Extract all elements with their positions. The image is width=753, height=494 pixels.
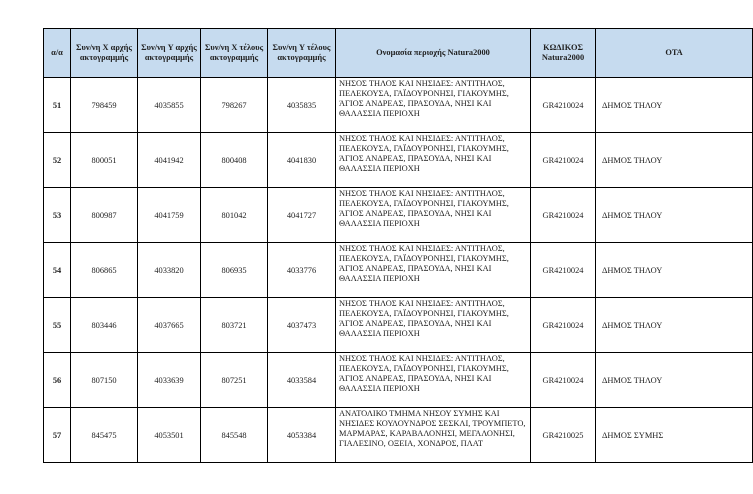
y-start-cell: 4041942 — [138, 133, 201, 188]
table-row — [44, 78, 753, 133]
x-start-cell: 800051 — [71, 133, 138, 188]
y-end-cell: 4053384 — [268, 408, 336, 463]
y-end-cell: 4033584 — [268, 353, 336, 408]
table-row — [44, 298, 753, 353]
natura-code-cell: GR4210024 — [531, 298, 596, 353]
natura-code-cell: GR4210024 — [531, 78, 596, 133]
x-end-cell: 798267 — [201, 78, 268, 133]
row-number-cell: 52 — [44, 133, 71, 188]
area-name-cell: ΝΗΣΟΣ ΤΗΛΟΣ ΚΑΙ ΝΗΣΙΔΕΣ: ΑΝΤΙΤΗΛΟΣ, ΠΕΛΕΚΟΥΣΑ, ΓΑΪΔΟΥΡΟΝΗΣΙ, ΓΙΑΚΟΥΜΗΣ, ΆΓΙΟΣ ΑΝΔΡΕΑΣ, ΠΡΑΣΟΥΔΑ, ΝΗΣΙ ΚΑΙ ΘΑΛΑΣΣΙΑ ΠΕΡΙΟΧΗ — [336, 78, 531, 133]
row-number-cell: 53 — [44, 188, 71, 243]
x-start-cell: 798459 — [71, 78, 138, 133]
x-end-cell: 807251 — [201, 353, 268, 408]
y-start-cell: 4037665 — [138, 298, 201, 353]
header-x-start: Συν/νη X αρχής ακτογραμμής — [71, 29, 138, 78]
x-start-cell: 806865 — [71, 243, 138, 298]
header-ota: ΟΤΑ — [596, 29, 753, 78]
x-end-cell: 803721 — [201, 298, 268, 353]
ota-name-cell: ΔΗΜΟΣ ΤΗΛΟΥ — [596, 133, 753, 188]
header-aa: α/α — [44, 29, 71, 78]
table-row — [44, 353, 753, 408]
y-end-cell: 4033776 — [268, 243, 336, 298]
x-start-cell: 807150 — [71, 353, 138, 408]
x-start-cell: 845475 — [71, 408, 138, 463]
y-start-cell: 4041759 — [138, 188, 201, 243]
area-name-cell: ΝΗΣΟΣ ΤΗΛΟΣ ΚΑΙ ΝΗΣΙΔΕΣ: ΑΝΤΙΤΗΛΟΣ, ΠΕΛΕΚΟΥΣΑ, ΓΑΪΔΟΥΡΟΝΗΣΙ, ΓΙΑΚΟΥΜΗΣ, ΆΓΙΟΣ ΑΝΔΡΕΑΣ, ΠΡΑΣΟΥΔΑ, ΝΗΣΙ ΚΑΙ ΘΑΛΑΣΣΙΑ ΠΕΡΙΟΧΗ — [336, 188, 531, 243]
area-name-cell: ΝΗΣΟΣ ΤΗΛΟΣ ΚΑΙ ΝΗΣΙΔΕΣ: ΑΝΤΙΤΗΛΟΣ, ΠΕΛΕΚΟΥΣΑ, ΓΑΪΔΟΥΡΟΝΗΣΙ, ΓΙΑΚΟΥΜΗΣ, ΆΓΙΟΣ ΑΝΔΡΕΑΣ, ΠΡΑΣΟΥΔΑ, ΝΗΣΙ ΚΑΙ ΘΑΛΑΣΣΙΑ ΠΕΡΙΟΧΗ — [336, 353, 531, 408]
y-end-cell: 4041830 — [268, 133, 336, 188]
ota-name-cell: ΔΗΜΟΣ ΤΗΛΟΥ — [596, 243, 753, 298]
header-area-name: Ονομασία περιοχής Natura2000 — [336, 29, 531, 78]
y-start-cell: 4053501 — [138, 408, 201, 463]
row-number-cell: 51 — [44, 78, 71, 133]
header-row — [44, 29, 753, 78]
y-end-cell: 4035835 — [268, 78, 336, 133]
ota-name-cell: ΔΗΜΟΣ ΤΗΛΟΥ — [596, 353, 753, 408]
x-end-cell: 801042 — [201, 188, 268, 243]
y-start-cell: 4033639 — [138, 353, 201, 408]
x-end-cell: 845548 — [201, 408, 268, 463]
x-start-cell: 800987 — [71, 188, 138, 243]
y-end-cell: 4037473 — [268, 298, 336, 353]
table-row — [44, 188, 753, 243]
area-name-cell: ΝΗΣΟΣ ΤΗΛΟΣ ΚΑΙ ΝΗΣΙΔΕΣ: ΑΝΤΙΤΗΛΟΣ, ΠΕΛΕΚΟΥΣΑ, ΓΑΪΔΟΥΡΟΝΗΣΙ, ΓΙΑΚΟΥΜΗΣ, ΆΓΙΟΣ ΑΝΔΡΕΑΣ, ΠΡΑΣΟΥΔΑ, ΝΗΣΙ ΚΑΙ ΘΑΛΑΣΣΙΑ ΠΕΡΙΟΧΗ — [336, 133, 531, 188]
x-end-cell: 806935 — [201, 243, 268, 298]
ota-name-cell: ΔΗΜΟΣ ΤΗΛΟΥ — [596, 298, 753, 353]
header-y-start: Συν/νη Y αρχής ακτογραμμής — [138, 29, 201, 78]
table-row — [44, 408, 753, 463]
table-row — [44, 243, 753, 298]
header-x-end: Συν/νη X τέλους ακτογραμμής — [201, 29, 268, 78]
natura-code-cell: GR4210024 — [531, 243, 596, 298]
x-end-cell: 800408 — [201, 133, 268, 188]
area-name-cell: ΝΗΣΟΣ ΤΗΛΟΣ ΚΑΙ ΝΗΣΙΔΕΣ: ΑΝΤΙΤΗΛΟΣ, ΠΕΛΕΚΟΥΣΑ, ΓΑΪΔΟΥΡΟΝΗΣΙ, ΓΙΑΚΟΥΜΗΣ, ΆΓΙΟΣ ΑΝΔΡΕΑΣ, ΠΡΑΣΟΥΔΑ, ΝΗΣΙ ΚΑΙ ΘΑΛΑΣΣΙΑ ΠΕΡΙΟΧΗ — [336, 298, 531, 353]
row-number-cell: 57 — [44, 408, 71, 463]
y-start-cell: 4033820 — [138, 243, 201, 298]
y-end-cell: 4041727 — [268, 188, 336, 243]
ota-name-cell: ΔΗΜΟΣ ΤΗΛΟΥ — [596, 188, 753, 243]
natura-coastline-table — [43, 28, 753, 463]
area-name-cell: ΑΝΑΤΟΛΙΚΟ ΤΜΗΜΑ ΝΗΣΟΥ ΣΥΜΗΣ ΚΑΙ ΝΗΣΙΔΕΣ ΚΟΥΛΟΥΝΔΡΟΣ ΣΕΣΚΛΙ, ΤΡΟΥΜΠΕΤΟ, ΜΑΡΜΑΡΑΣ, ΚΑΡΑΒΑΛΟΝΗΣΙ, ΜΕΓΑΛΟΝΗΣΙ, ΓΙΑΛΕΣΙΝΟ, ΟΞΕΙΑ, ΧΟΝΔΡΟΣ, ΠΛΑΤ — [336, 408, 531, 463]
natura-code-cell: GR4210024 — [531, 353, 596, 408]
header-y-end: Συν/νη Y τέλους ακτογραμμής — [268, 29, 336, 78]
ota-name-cell: ΔΗΜΟΣ ΣΥΜΗΣ — [596, 408, 753, 463]
area-name-cell: ΝΗΣΟΣ ΤΗΛΟΣ ΚΑΙ ΝΗΣΙΔΕΣ: ΑΝΤΙΤΗΛΟΣ, ΠΕΛΕΚΟΥΣΑ, ΓΑΪΔΟΥΡΟΝΗΣΙ, ΓΙΑΚΟΥΜΗΣ, ΆΓΙΟΣ ΑΝΔΡΕΑΣ, ΠΡΑΣΟΥΔΑ, ΝΗΣΙ ΚΑΙ ΘΑΛΑΣΣΙΑ ΠΕΡΙΟΧΗ — [336, 243, 531, 298]
row-number-cell: 55 — [44, 298, 71, 353]
natura-code-cell: GR4210025 — [531, 408, 596, 463]
table-row — [44, 133, 753, 188]
natura-code-cell: GR4210024 — [531, 188, 596, 243]
natura-code-cell: GR4210024 — [531, 133, 596, 188]
row-number-cell: 56 — [44, 353, 71, 408]
row-number-cell: 54 — [44, 243, 71, 298]
y-start-cell: 4035855 — [138, 78, 201, 133]
ota-name-cell: ΔΗΜΟΣ ΤΗΛΟΥ — [596, 78, 753, 133]
header-code: ΚΩΔΙΚΟΣ Natura2000 — [531, 29, 596, 78]
x-start-cell: 803446 — [71, 298, 138, 353]
